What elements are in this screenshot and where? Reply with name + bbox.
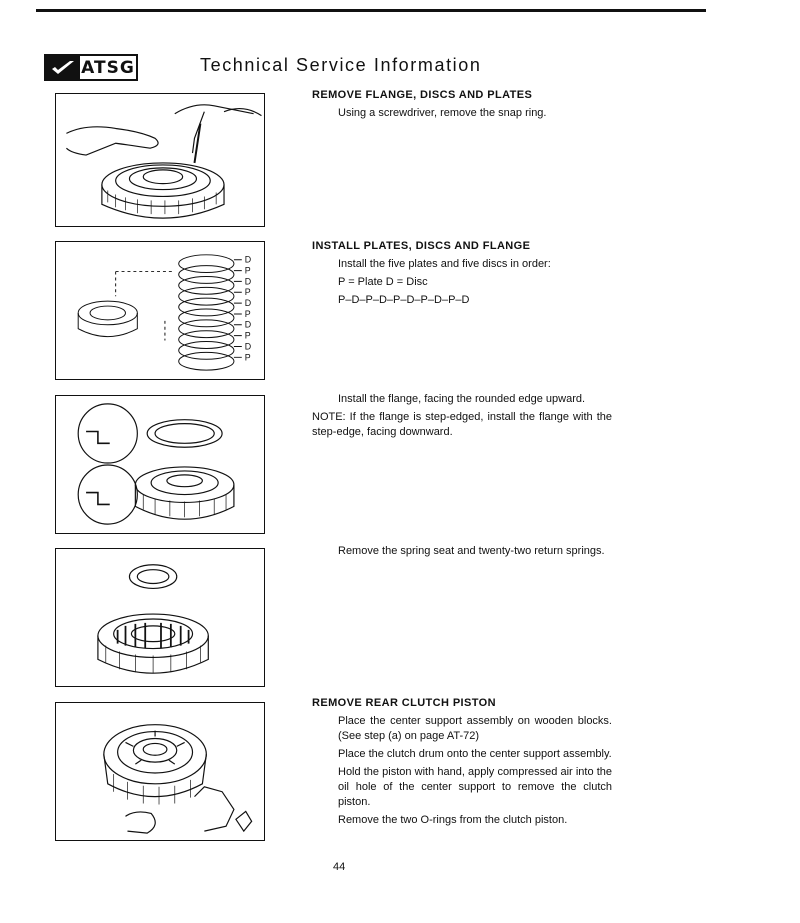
instruction-text: Remove the two O-rings from the clutch piston. [338, 814, 568, 826]
instruction-text: Remove the spring seat and twenty-two return springs. [338, 545, 605, 557]
figure-snap-ring-removal [55, 93, 265, 227]
stack-label: P [244, 308, 251, 319]
instruction-text: Hold the piston with hand, apply compressed air into the oil hole of the center support to remove the clutch piston. [338, 766, 612, 808]
stack-label: D [244, 341, 252, 352]
stack-label: P [244, 330, 251, 341]
instruction-text: Install the flange, facing the rounded edge upward. [338, 393, 586, 405]
section-install-plates [312, 239, 612, 311]
figure-plates-discs-stack [55, 241, 265, 380]
atsg-logo [44, 54, 138, 81]
figure-clutch-piston-removal [55, 702, 265, 841]
section-heading: REMOVE FLANGE, DISCS AND PLATES [312, 89, 533, 101]
section-heading: REMOVE REAR CLUTCH PISTON [312, 697, 496, 709]
note-text: NOTE: If the flange is step-edged, install the flange with the step-edge, facing downward. [312, 411, 612, 438]
figure-flange-install [55, 395, 265, 534]
section-heading: INSTALL PLATES, DISCS AND FLANGE [312, 240, 531, 252]
page-title: Technical Service Information [200, 55, 482, 75]
stack-label: D [244, 276, 252, 287]
top-rule [36, 9, 706, 12]
stack-label: P [244, 265, 251, 276]
instruction-text: Place the center support assembly on wooden blocks. (See step (a) on page AT-72) [338, 715, 612, 742]
instruction-text: Install the five plates and five discs in order: [338, 258, 551, 270]
figure-spring-seat-removal [55, 548, 265, 687]
order-sequence: P–D–P–D–P–D–P–D–P–D [338, 294, 470, 306]
instruction-text: Place the clutch drum onto the center support assembly. [338, 748, 612, 760]
section-remove-rear-clutch-piston [312, 696, 612, 831]
page-number: 44 [333, 861, 346, 873]
check-mark-icon [46, 56, 80, 79]
stack-label: D [244, 254, 252, 265]
stack-label: P [244, 287, 251, 298]
logo-text: ATSG [81, 57, 135, 78]
section-install-flange [312, 392, 612, 443]
stack-label: D [244, 298, 252, 309]
section-remove-spring-seat [312, 544, 612, 562]
stack-label: D [244, 319, 252, 330]
section-remove-flange [312, 88, 612, 124]
stack-label: P [244, 352, 251, 363]
legend-text: P = Plate D = Disc [338, 276, 428, 288]
instruction-text: Using a screwdriver, remove the snap ring. [338, 107, 547, 119]
